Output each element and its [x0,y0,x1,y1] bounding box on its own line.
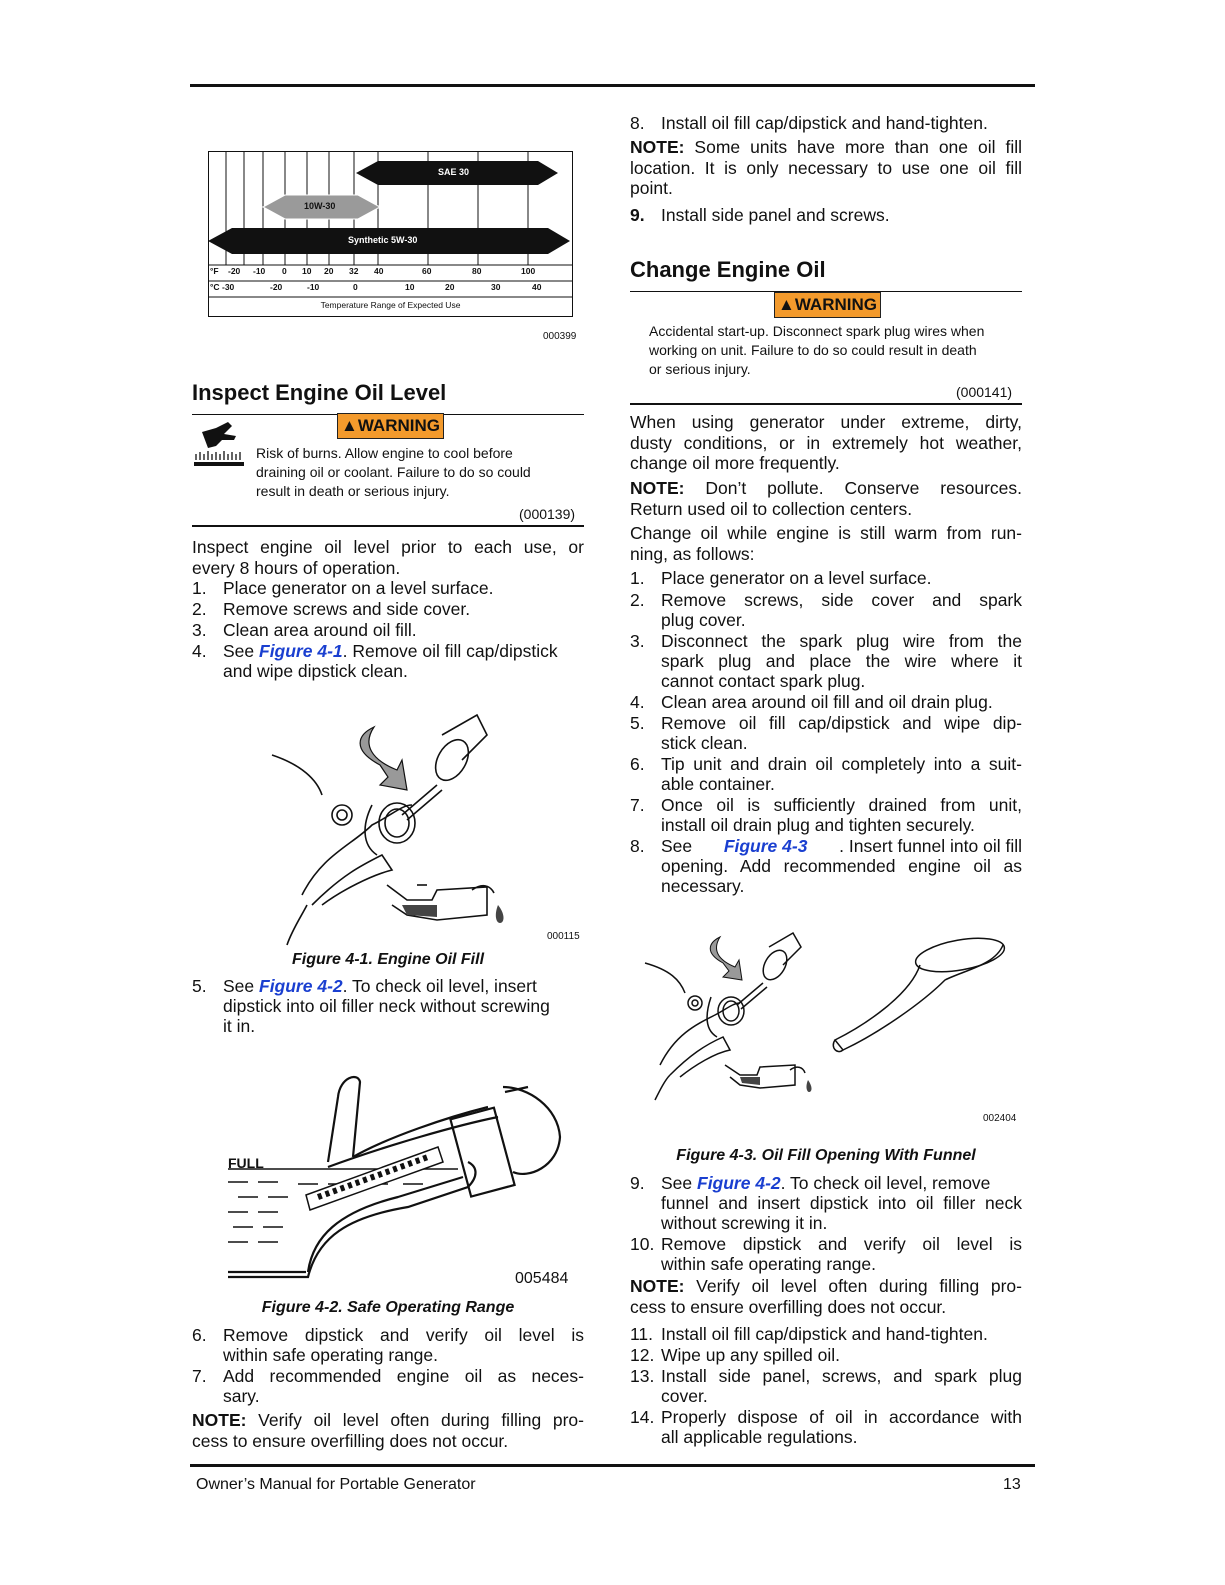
change-step-2: 2. Remove screws, side cover and spark plug cover. [630,590,1022,630]
synthetic-label: Synthetic 5W-30 [348,235,418,245]
figure-4-2-link[interactable]: Figure 4-2 [697,1173,781,1193]
note-overfill-left: NOTE: Verify oil level often during filling pro- cess to ensure overfilling does not occur. [192,1410,584,1451]
oil-fill-funnel-illustration [645,925,1015,1105]
full-label: FULL [228,1155,264,1171]
warning-line: Risk of burns. Allow engine to cool before [256,445,513,461]
oil-viscosity-chart [208,151,573,317]
oil-chart-code: 000399 [543,331,577,342]
hot-surface-icon [192,418,252,468]
f-tick: 40 [374,266,384,276]
f-tick: 100 [521,266,536,276]
warning-triangle-icon: ▲ [341,416,358,435]
warning-badge-label: WARNING [357,416,440,435]
step-7: 7. Add recommended engine oil as neces- sary. [192,1366,584,1406]
figure-4-2-code: 005484 [515,1270,569,1287]
warning-triangle-icon: ▲ [778,295,795,314]
fahrenheit-label: °F [210,266,219,276]
change-oil-intro: Change oil while engine is still warm from run- ning, as follows: [630,523,1022,564]
warning-line: or serious injury. [649,361,751,377]
step-4: 4. See Figure 4-1. Remove oil fill cap/dipstick and wipe dipstick clean. [192,641,558,681]
f-tick: 60 [422,266,432,276]
change-step-5: 5. Remove oil fill cap/dipstick and wipe dip- stick clean. [630,713,1022,753]
figure-4-1-caption: Figure 4-1. Engine Oil Fill [291,951,485,968]
change-step-10: 10. Remove dipstick and verify oil level is within safe operating range. [630,1234,1022,1274]
change-step-6: 6. Tip unit and drain oil completely into a suit- able container. [630,754,1022,794]
warning-badge [774,292,881,318]
figure-4-1-link[interactable]: Figure 4-1 [259,641,343,661]
warning-line: Accidental start-up. Disconnect spark plug wires when [649,323,985,339]
extreme-conditions-text: When using generator under extreme, dirty, dusty conditions, or in extremely hot weather, change oil more frequently. [630,412,1022,473]
change-step-8: 8. See Figure 4-3 . Insert funnel into oil fill opening. Add recommended engine oil as necessary. [630,836,1022,896]
top-rule [190,84,1035,87]
step-5: 5. See Figure 4-2. To check oil level, insert dipstick into oil filler neck without screwing it in. [192,976,550,1036]
c-tick: 30 [491,282,501,292]
figure-4-3-code: 002404 [983,1113,1017,1124]
c-tick: 20 [445,282,455,292]
warning-code: (000139) [519,506,576,522]
change-step-13: 13. Install side panel, screws, and spark plug cover. [630,1366,1022,1406]
safe-operating-range-illustration [228,1067,568,1287]
figure-4-2-link[interactable]: Figure 4-2 [259,976,343,996]
change-step-9: 9. See Figure 4-2. To check oil level, remove funnel and insert dipstick into oil filler neck without screwing it in. [630,1173,1022,1233]
warning-badge [337,413,444,439]
f-tick: 20 [324,266,334,276]
f-tick: -20 [228,266,241,276]
celsius-label: °C [210,282,220,292]
figure-4-3-link[interactable]: Figure 4-3 [723,836,808,856]
warning-line: draining oil or coolant. Failure to do so could [256,464,531,480]
chart-caption: Temperature Range of Expected Use [320,300,461,310]
change-step-14: 14. Properly dispose of oil in accordance with all applicable regulations. [630,1407,1022,1447]
warning-line: working on unit. Failure to do so could result in death [649,342,977,358]
f-tick: 10 [302,266,312,276]
f-tick: 80 [472,266,482,276]
note-oil-fill-location: NOTE: Some units have more than one oil fill location. It is only necessary to use one oil fill point. [630,137,1022,198]
10w30-label: 10W-30 [304,201,336,211]
warning-badge-label: WARNING [794,295,877,314]
figure-4-3-caption: Figure 4-3. Oil Fill Opening With Funnel [676,1147,976,1164]
change-step-7: 7. Once oil is sufficiently drained from unit, install oil drain plug and tighten securely. [630,795,1022,835]
inspect-oil-heading: Inspect Engine Oil Level [192,380,447,405]
warning-bottom-rule [192,525,584,527]
warning-line: result in death or serious injury. [256,483,450,499]
warning-bottom-rule [630,403,1022,405]
c-tick: -20 [270,282,283,292]
page-number: 13 [1003,1476,1021,1493]
oil-chart-graphic [208,151,573,317]
figure-4-1-code: 000115 [547,931,580,942]
footer-title: Owner’s Manual for Portable Generator [196,1476,476,1493]
c-tick: -30 [222,282,235,292]
change-oil-heading: Change Engine Oil [630,257,826,282]
footer-rule [190,1464,1035,1467]
sae30-label: SAE 30 [438,167,470,177]
figure-4-2-caption: Figure 4-2. Safe Operating Range [261,1299,515,1316]
note-overfill-right: NOTE: Verify oil level often during filling pro- cess to ensure overfilling does not occur. [630,1276,1022,1317]
note-pollute: NOTE: Don’t pollute. Conserve resources. Return used oil to collection centers. [630,478,1022,519]
warning-code: (000141) [956,384,1013,400]
c-tick: 10 [405,282,415,292]
f-tick: 32 [349,266,359,276]
f-tick: 0 [282,266,287,276]
step-6: 6. Remove dipstick and verify oil level is within safe operating range. [192,1325,584,1365]
c-tick: -10 [307,282,320,292]
change-step-3: 3. Disconnect the spark plug wire from the spark plug and place the wire where it cannot contact spark plug. [630,631,1022,691]
c-tick: 0 [353,282,358,292]
c-tick: 40 [532,282,542,292]
engine-oil-fill-illustration [262,705,592,945]
f-tick: -10 [253,266,266,276]
intro-text: Inspect engine oil level prior to each use, or every 8 hours of operation. [192,537,584,578]
